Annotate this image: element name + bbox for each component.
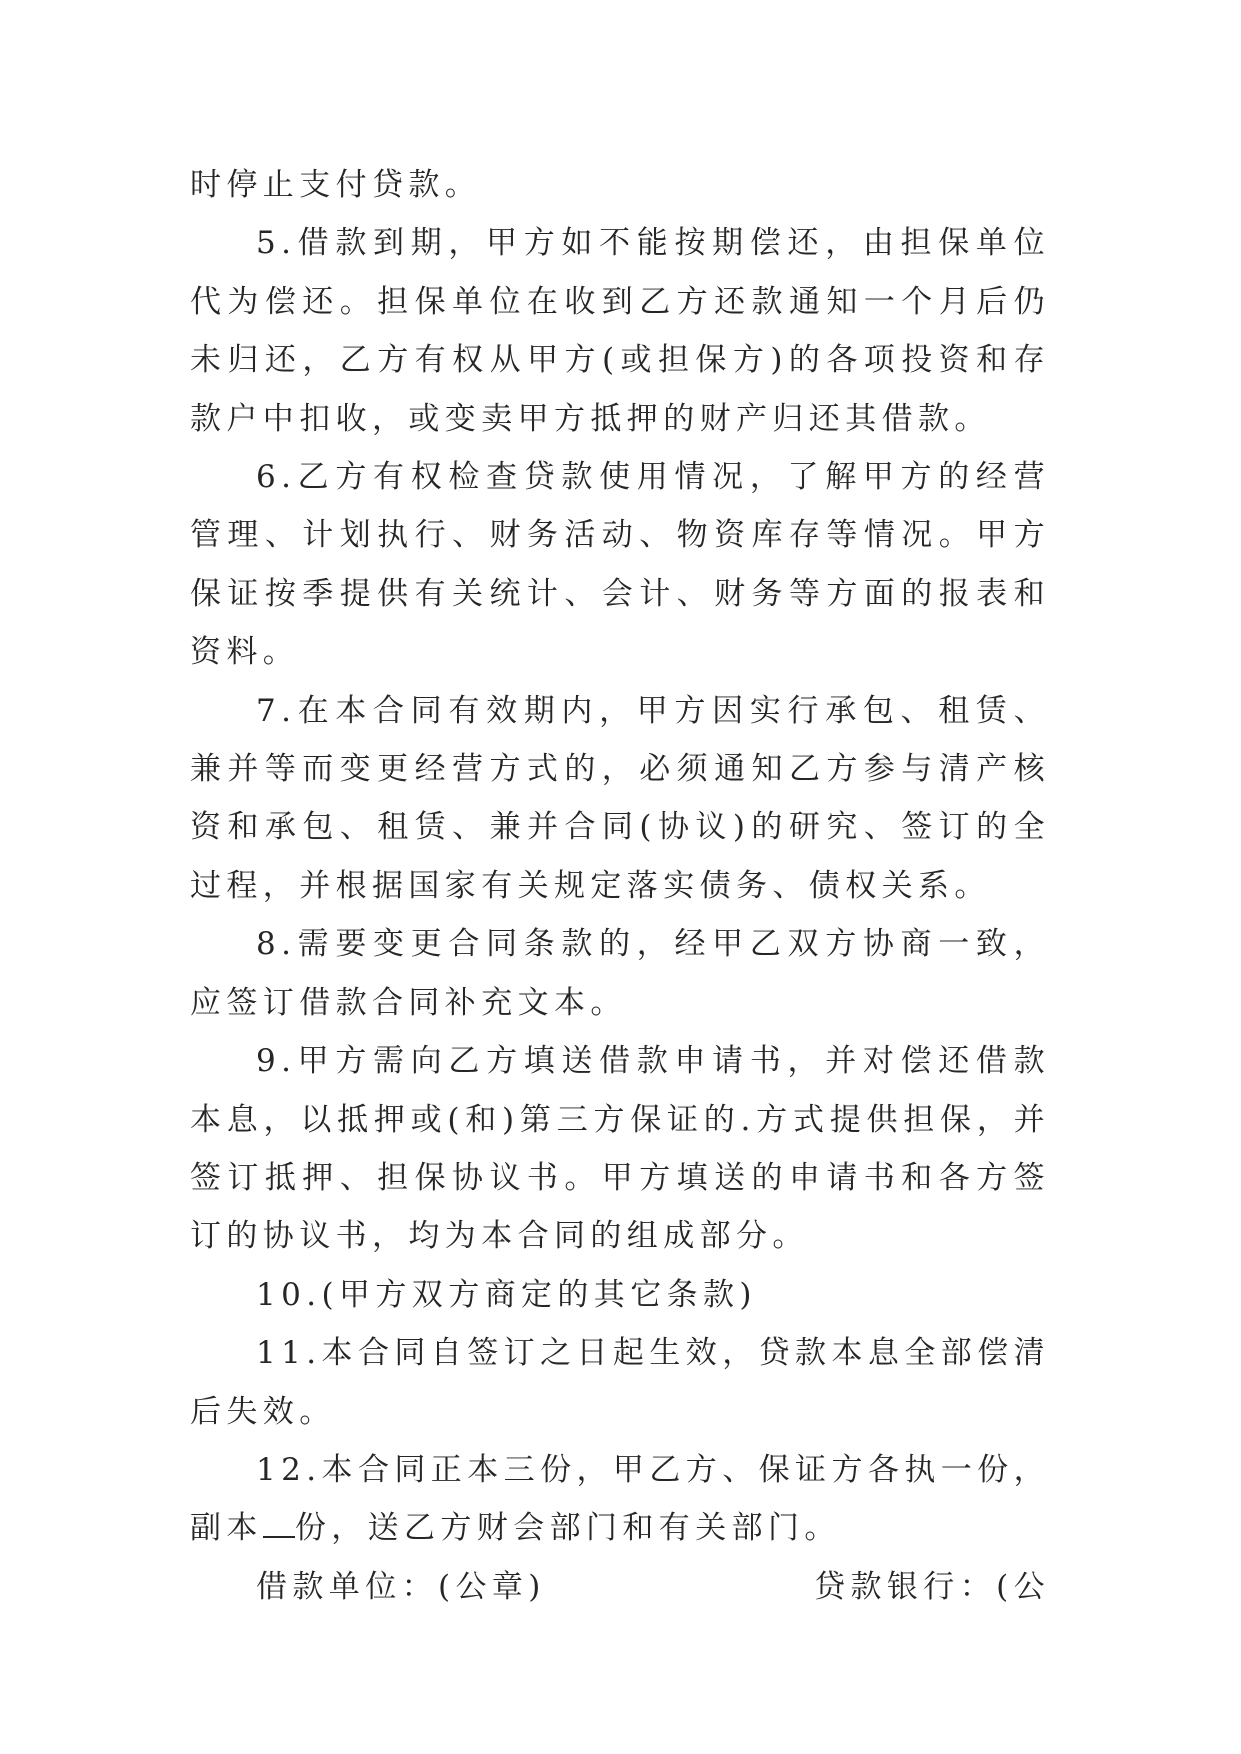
clause-12 (190, 1441, 1050, 1558)
fill-in-blank (263, 1514, 295, 1538)
clause-10: 10.(甲方双方商定的其它条款) (256, 1276, 757, 1313)
clause-6: 6.乙方有权检查贷款使用情况，了解甲方的经营管理、计划执行、财务活动、物资库存等情况。甲方保证按季提供有关统计、会计、财务等方面的报表和资料。 (190, 459, 1050, 671)
signature-row (190, 1558, 1050, 1616)
clause-12-after-blank: 份，送乙方财会部门和有关部门。 (294, 1510, 841, 1547)
clause-7: 7.在本合同有效期内，甲方因实行承包、租赁、兼并等而变更经营方式的，必须通知乙方参与清产核资和承包、租赁、兼并合同(协议)的研究、签订的全过程，并根据国家有关规定落实债务、债权关系。 (190, 692, 1050, 904)
clause-11: 11.本合同自签订之日起生效，贷款本息全部偿清后失效。 (190, 1335, 1050, 1430)
contract-body (190, 156, 1050, 1616)
clause-9: 9.甲方需向乙方填送借款申请书，并对偿还借款本息，以抵押或(和)第三方保证的.方式提供担保，并签订抵押、担保协议书。甲方填送的申请书和各方签订的协议书，均为本合同的组成部分。 (190, 1043, 1050, 1255)
lender-signature-label: 贷款银行：(公 (814, 1568, 1050, 1605)
borrower-signature-label: 借款单位：(公章) (256, 1568, 546, 1605)
clause-8: 8.需要变更合同条款的，经甲乙双方协商一致，应签订借款合同补充文本。 (190, 926, 1050, 1021)
clause-12-before-blank: 12.本合同正本三份，甲乙方、保证方各执一份，副本 (190, 1451, 1050, 1547)
paragraph-continuation: 时停止支付贷款。 (190, 167, 482, 203)
clause-5: 5.借款到期，甲方如不能按期偿还，由担保单位代为偿还。担保单位在收到乙方还款通知一个月后仍未归还，乙方有权从甲方(或担保方)的各项投资和存款户中扣收，或变卖甲方抵押的财产归还其借款。 (190, 225, 1050, 437)
